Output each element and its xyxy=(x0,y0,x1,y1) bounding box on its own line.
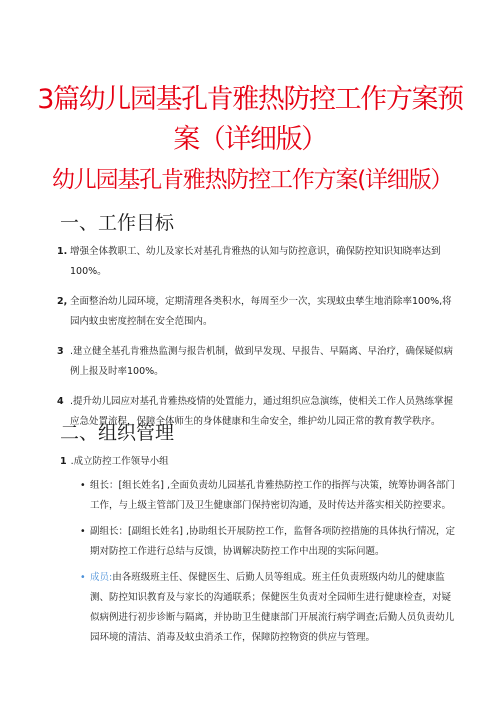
goal-number: 2, xyxy=(57,296,68,307)
role-text: 由各班级班主任、保健医生、后勤人员等组成。班主任负责班级内幼儿的健康监测、防控知识教育及与家长的沟通联系；保健医生负责对全园师生进行健康检查，对疑似病例进行初步诊断与隔离，并协助卫生健康部门开展流行病学调查;后勤人员负责幼儿园环境的清洁、消毒及蚊虫消杀工作，保障防控物资的供应与管理。 xyxy=(90,572,455,643)
role-label: 成员: xyxy=(90,572,113,583)
group-number: 1 xyxy=(60,456,67,467)
role-item xyxy=(80,568,460,648)
goal-item xyxy=(57,292,457,332)
goal-number: 3 xyxy=(57,346,64,357)
role-label: 组长： xyxy=(90,480,119,491)
main-title: 3篇幼儿园基孔肯雅热防控工作方案预案（详细版） xyxy=(37,84,463,155)
goal-number: 4 xyxy=(57,396,64,407)
goals-list xyxy=(57,242,457,442)
group-title: .成立防控工作领导小组 xyxy=(70,456,169,467)
roles-list xyxy=(80,476,460,654)
bullet-icon: • xyxy=(80,480,86,491)
goal-text: 增强全体教职工、幼儿及家长对基孔肯雅热的认知与防控意识，确保防控知识知晓率达到100%。 xyxy=(70,246,441,277)
goal-text: .提升幼儿园应对基孔肯雅热疫情的处置能力，通过组织应急演练，使相关工作人员熟练掌握应急处置流程，保障全体师生的身体健康和生命安全，维护幼儿园正常的教育教学秩序。 xyxy=(70,396,454,427)
section-heading-goals: 一、工作目标 xyxy=(60,212,175,234)
group-heading xyxy=(60,452,169,472)
goal-item xyxy=(57,342,457,382)
section-heading-organization: 二、组织管理 xyxy=(60,422,175,444)
goal-number: 1. xyxy=(57,246,68,257)
goal-text: 全面整治幼儿园环境，定期清理各类积水，每周至少一次，实现蚊虫孳生地消除率100%,将园内蚊虫密度控制在安全范围内。 xyxy=(70,296,452,327)
role-item xyxy=(80,476,460,516)
role-label: 副组长： xyxy=(90,526,129,537)
bullet-icon: • xyxy=(80,572,86,583)
goal-item xyxy=(57,242,457,282)
role-text: [副组长姓名] ,协助组长开展防控工作，监督各项防控措施的具体执行情况，定期对防控工作进行总结与反馈，协调解决防控工作中出现的实际问题。 xyxy=(90,526,455,557)
sub-title: 幼儿园基孔肯雅热防控工作方案(详细版） xyxy=(52,167,453,193)
bullet-icon: • xyxy=(80,526,86,537)
goal-text: .建立健全基孔肯雅热监测与报告机制，做到早发现、早报告、早隔离、早治疗，确保疑似病例上报及时率100%。 xyxy=(70,346,454,377)
role-text: [组长姓名] ,全面负责幼儿园基孔肯雅热防控工作的指挥与决策，统筹协调各部门工作，与上级主管部门及卫生健康部门保持密切沟通，及时传达并落实相关防控要求。 xyxy=(90,480,455,511)
role-item xyxy=(80,522,460,562)
